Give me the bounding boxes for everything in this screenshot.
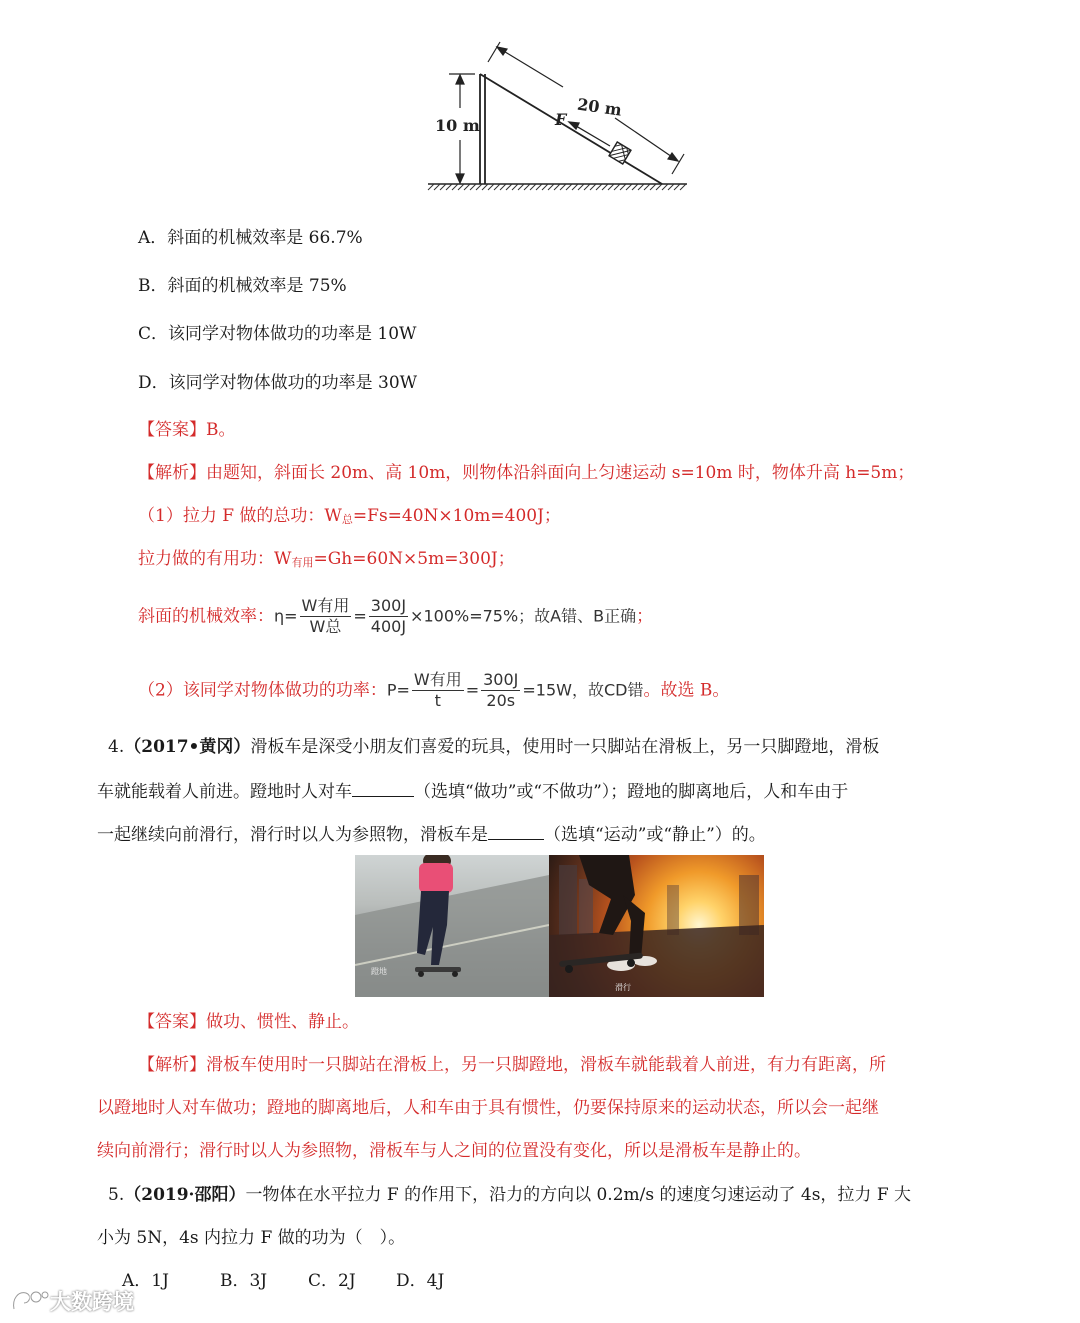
answer-blank-1[interactable] bbox=[352, 778, 414, 797]
useful-subscript: 有用 bbox=[291, 556, 314, 569]
q4-analysis-line1 bbox=[138, 1053, 886, 1077]
q3-analysis-line3 bbox=[138, 547, 515, 575]
question-number: 4. bbox=[108, 737, 125, 757]
photo-caption-left: 蹬地 bbox=[371, 967, 387, 976]
q3-option-b: B．斜面的机械效率是 75% bbox=[138, 276, 347, 296]
fraction-denominator: 400J bbox=[370, 617, 407, 636]
watermark bbox=[10, 1286, 134, 1316]
q3-option-c: C．该同学对物体做功的功率是 10W bbox=[138, 324, 417, 344]
fraction-denominator: t bbox=[434, 691, 441, 710]
answer-blank-2[interactable] bbox=[488, 821, 544, 840]
answer-text: 做功、惯性、静止。 bbox=[206, 1012, 359, 1032]
question-text: 滑板车是深受小朋友们喜爱的玩具，使用时一只脚站在滑板上，另一只脚蹬地，滑板 bbox=[250, 737, 880, 757]
watermark-text: 大数跨境 bbox=[50, 1290, 134, 1314]
total-work-label: （1）拉力 F 做的总功：W bbox=[138, 506, 342, 526]
q3-efficiency-line bbox=[138, 596, 653, 637]
watermark-logo-icon bbox=[10, 1287, 50, 1315]
question-text: 一起继续向前滑行，滑行时以人为参照物，滑板车是 bbox=[97, 825, 488, 845]
incline-wedge bbox=[480, 74, 662, 184]
analysis-tag: 【解析】 bbox=[138, 463, 206, 483]
photo-caption-right: 滑行 bbox=[615, 983, 631, 992]
question-text: 一物体在水平拉力 F 的作用下，沿力的方向以 0.2m/s 的速度匀速运动了 4s，拉力 F 大 bbox=[245, 1185, 912, 1205]
height-label: 10 m bbox=[435, 116, 480, 135]
efficiency-end: ； bbox=[636, 606, 654, 627]
fraction-numerator: W有用 bbox=[301, 596, 350, 615]
total-work-value: =Fs=40N×10m=400J； bbox=[352, 506, 561, 526]
fraction-numerator: 300J bbox=[483, 670, 519, 689]
answer-tag: 【答案】 bbox=[138, 1012, 206, 1032]
efficiency-fraction-numeric bbox=[369, 596, 408, 637]
answer-text: B。 bbox=[206, 420, 236, 440]
incline-figure bbox=[425, 38, 690, 208]
photo-gliding-art bbox=[549, 855, 764, 997]
ground-hatching bbox=[428, 184, 687, 190]
q5-line2: 小为 5N，4s 内拉力 F 做的功为（ ）。 bbox=[97, 1228, 406, 1248]
power-result: =15W，故CD错 bbox=[522, 680, 644, 700]
analysis-text: 滑板车使用时一只脚站在滑板上，另一只脚蹬地，滑板车就能载着人前进，有力有距离，所 bbox=[206, 1055, 886, 1075]
q5-option-a: A．1J bbox=[122, 1271, 169, 1291]
efficiency-label: 斜面的机械效率： bbox=[138, 606, 274, 627]
q3-option-d: D．该同学对物体做功的功率是 30W bbox=[138, 373, 418, 393]
block bbox=[609, 142, 631, 164]
q5-option-b: B．3J bbox=[220, 1271, 268, 1291]
power-fraction-symbolic bbox=[412, 670, 464, 711]
eta-symbol: η= bbox=[274, 606, 298, 626]
question-text: （选填“运动”或“静止”）的。 bbox=[544, 825, 766, 845]
analysis-text: 由题知，斜面长 20m、高 10m，则物体沿斜面向上匀速运动 s=10m 时，物体升高 h=5m； bbox=[206, 463, 915, 483]
q5-options bbox=[122, 1269, 444, 1293]
fraction-numerator: W有用 bbox=[413, 670, 462, 689]
q4-line1 bbox=[108, 735, 879, 759]
force-arrow bbox=[569, 122, 610, 146]
answer-tag: 【答案】 bbox=[138, 420, 206, 440]
fraction-denominator: 20s bbox=[486, 691, 516, 710]
photo-gliding bbox=[549, 855, 764, 997]
power-fraction-numeric bbox=[481, 670, 520, 711]
q4-line2 bbox=[97, 778, 848, 804]
power-label: （2）该同学对物体做功的功率： bbox=[138, 680, 387, 701]
question-text: （选填“做功”或“不做功”）；蹬地的脚离地后，人和车由于 bbox=[414, 782, 849, 802]
q4-answer bbox=[138, 1010, 359, 1034]
analysis-tag: 【解析】 bbox=[138, 1055, 206, 1075]
power-conclusion: 。故选 B。 bbox=[643, 680, 730, 701]
photo-pushing-off bbox=[355, 855, 549, 997]
power-symbol: P= bbox=[386, 680, 410, 700]
q4-analysis-line3: 续向前滑行；滑行时以人为参照物，滑板车与人之间的位置没有变化，所以是滑板车是静止的。 bbox=[97, 1141, 811, 1161]
q5-line1 bbox=[108, 1183, 911, 1207]
q3-option-a: A．斜面的机械效率是 66.7% bbox=[138, 228, 363, 248]
question-text: 车就能载着人前进。蹬地时人对车 bbox=[97, 782, 352, 802]
q5-option-d: D．4J bbox=[396, 1271, 445, 1291]
q3-answer bbox=[138, 418, 236, 442]
length-label: 20 m bbox=[576, 94, 624, 120]
question-number: 5. bbox=[108, 1185, 125, 1205]
q3-analysis-line1 bbox=[138, 461, 914, 485]
q4-line3 bbox=[97, 821, 766, 847]
equals-sign: = bbox=[465, 680, 480, 700]
q3-analysis-line2 bbox=[138, 504, 561, 532]
fraction-numerator: 300J bbox=[370, 596, 407, 615]
useful-work-label: 拉力做的有用功：W bbox=[138, 549, 292, 569]
force-label: F bbox=[555, 110, 567, 129]
total-subscript: 总 bbox=[341, 513, 353, 526]
efficiency-fraction-symbolic bbox=[300, 596, 352, 637]
efficiency-result: ×100%=75%；故A错、B正确 bbox=[410, 606, 637, 626]
fraction-denominator: W总 bbox=[309, 617, 342, 636]
question-source: （2019·邵阳） bbox=[124, 1185, 246, 1205]
equals-sign: = bbox=[353, 606, 367, 626]
question-source: （2017•黄冈） bbox=[124, 737, 251, 757]
q5-option-c: C．2J bbox=[308, 1271, 356, 1291]
q3-power-line bbox=[138, 670, 729, 711]
q4-analysis-line2: 以蹬地时人对车做功；蹬地的脚离地后，人和车由于具有惯性，仍要保持原来的运动状态，所以会一起继 bbox=[97, 1098, 879, 1118]
useful-work-value: =Gh=60N×5m=300J； bbox=[313, 549, 515, 569]
